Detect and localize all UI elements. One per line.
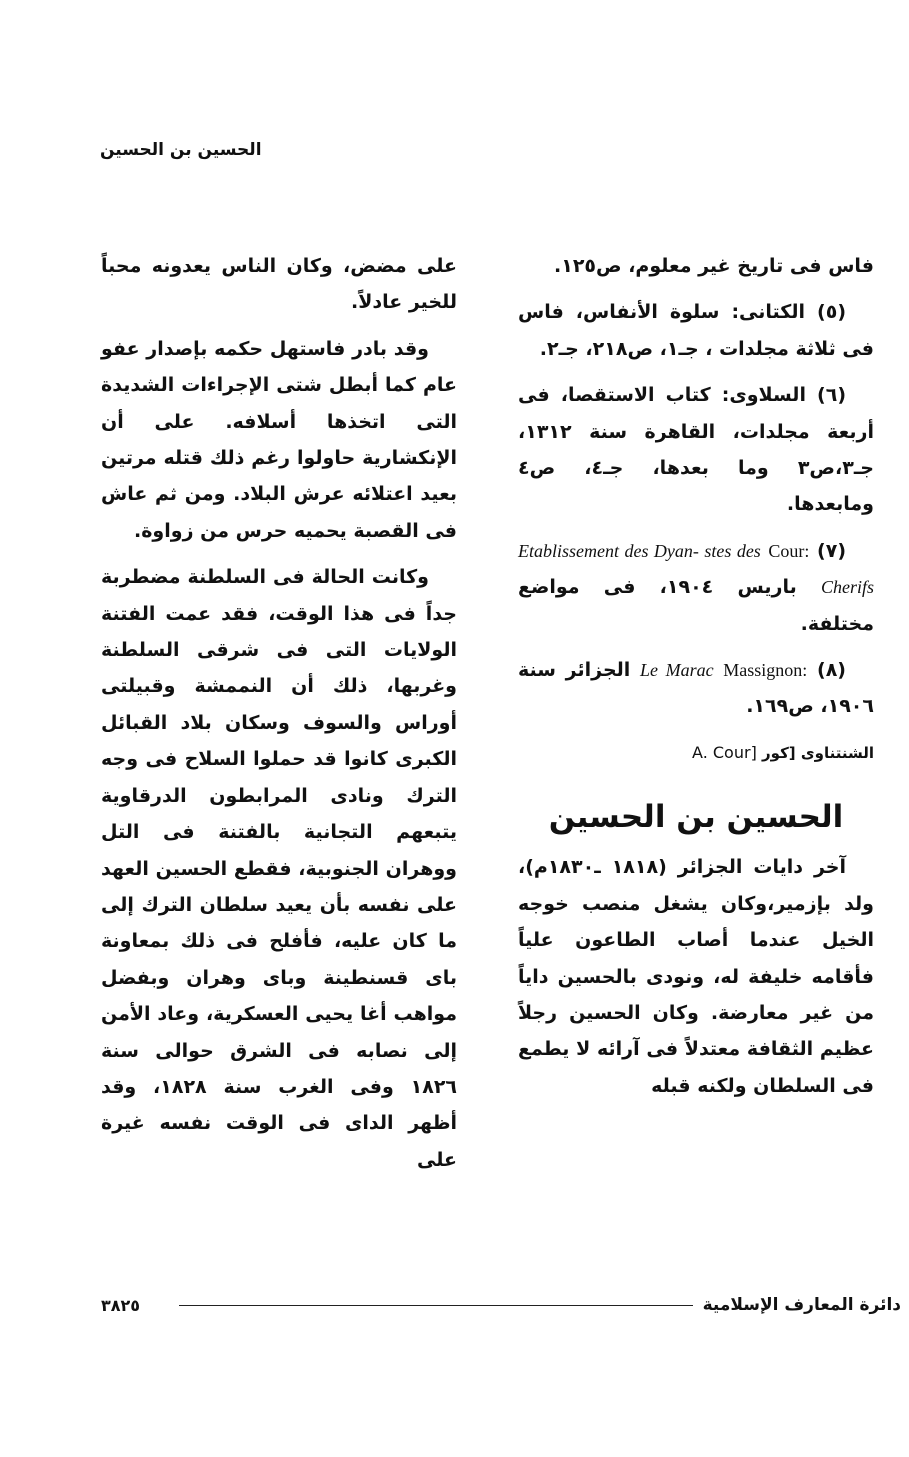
entry-title: Le Marac: [640, 660, 714, 681]
signature-arabic: الشنتناوى [كور: [762, 743, 874, 762]
entry-rest: باريس ١٩٠٤، فى مواضع مختلفة.: [518, 576, 874, 635]
signature-latin: A. Cour]: [692, 742, 757, 762]
entry-number: (٨): [817, 659, 846, 682]
page-footer: [101, 1290, 901, 1320]
entry-author: Cour:: [768, 540, 810, 561]
left-column: [101, 248, 457, 1188]
article-paragraph: آخر دايات الجزائر (١٨١٨ ـ١٨٣٠م)، ولد بإزمير،وكان يشغل منصب خوجه الخيل عندما أصاب الطاعون علياً فأقامه خليفة له، ونودى بالحسين داياً من غير معارضة. وكان الحسين رجلاً عظيم الثقافة معتدلاً فى آرائه لا يطمع فى السلطان ولكنه قبله: [518, 856, 874, 1097]
bibliography-entry-4-cont: فاس فى تاريخ غير معلوم، ص١٢٥.: [554, 255, 874, 277]
bibliography-entry-6: (٦) السلاوى: كتاب الاستقصا، فى أربعة مجلدات، القاهرة سنة ١٣١٢، جـ٣،ص٣ وما بعدها، جـ٤، ص٤ ومابعدها.: [518, 384, 874, 516]
article-heading: الحسين بن الحسين: [548, 799, 844, 836]
author-signature: [518, 735, 874, 771]
bibliography-entry-5: (٥) الكتانى: سلوة الأنفاس، فاس فى ثلاثة مجلدات ، جـ١، ص٢١٨، جـ٢.: [518, 301, 874, 360]
entry-author: Massignon:: [723, 660, 808, 681]
article-paragraph: على مضض، وكان الناس يعدونه محباً للخير عادلاً.: [101, 255, 457, 314]
entry-rest: الجزائر سنة ١٩٠٦، ص١٦٩.: [518, 659, 874, 718]
right-column: [518, 248, 874, 1114]
journal-title: دائرة المعارف الإسلامية: [702, 1295, 901, 1315]
article-paragraph: وكانت الحالة فى السلطنة مضطربة جداً فى هذا الوقت، فقد عمت الفتنة الولايات التى فى شرقى السلطنة وغربها، ذلك أن النممشة وقبيلتى أوراس والسوف وسكان بلاد القبائل الكبرى كانوا قد حملوا السلاح فى وجه الترك ونادى المرابطون الدرقاوية يتبعهم التجانية بالفتنة فى التل ووهران الجنوبية، فقطع الحسين العهد على نفسه بأن يعيد سلطان الترك إلى ما كان عليه، فأفلح فى ذلك بمعاونة باى قسنطينة وباى وهران وبفضل مواهب أغا يحيى العسكرية، وعاد الأمن إلى نصابه فى الشرق حوالى سنة ١٨٢٦ وفى الغرب سنة ١٨٢٨، وقد أظهر الداى فى الوقت نفسه غيرة على: [101, 566, 458, 1171]
page-number: ٣٨٢٥: [101, 1295, 141, 1315]
running-head: الحسين بن الحسين: [100, 140, 262, 160]
entry-title: Etablissement des Dyan- stes des Cherifs: [518, 540, 874, 598]
entry-number: (٧): [817, 539, 846, 562]
footer-rule: [179, 1305, 693, 1306]
bibliography-entry-8: [518, 652, 874, 725]
article-paragraph: وقد بادر فاستهل حكمه بإصدار عفو عام كما أبطل شتى الإجراءات الشديدة التى اتخذها أسلافه. على أن الإنكشارية حاولوا رغم ذلك قتله مرتين بعيد اعتلائه عرش البلاد. ومن ثم عاش فى القصبة يحميه حرس من زواوة.: [101, 337, 457, 542]
bibliography-entry-7: [518, 533, 874, 642]
